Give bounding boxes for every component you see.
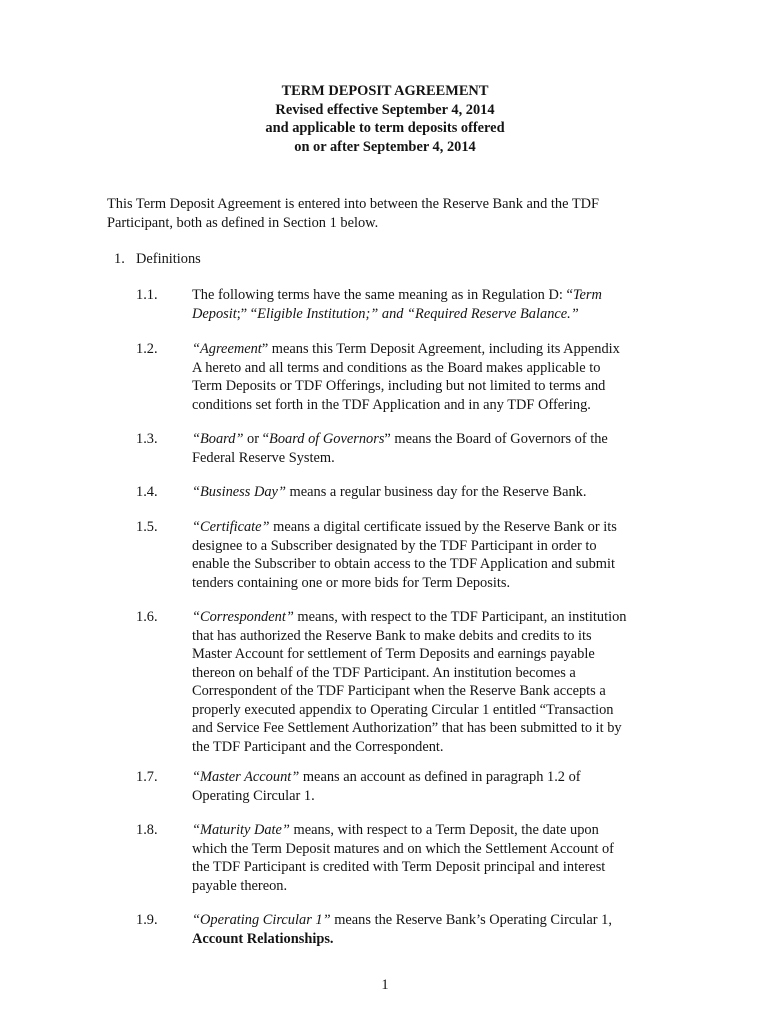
section-number: 1.	[114, 251, 125, 267]
definition-line: payable thereon.	[192, 877, 288, 894]
defined-term: “Master Account”	[192, 769, 300, 785]
title-line-3: and applicable to term deposits offered	[265, 120, 505, 136]
definition-text	[192, 768, 662, 805]
definition-line: properly executed appendix to Operating Circular 1 entitled “Transaction	[192, 701, 614, 718]
defined-term: Eligible Institution;” and “Required Reserve Balance.”	[257, 305, 579, 322]
definition-number: 1.1.	[136, 287, 158, 303]
defined-term: “Operating Circular 1”	[192, 912, 331, 928]
intro-line-1: This Term Deposit Agreement is entered into between the Reserve Bank and the TDF	[107, 196, 600, 212]
definition-line: and Service Fee Settlement Authorization” that has been submitted to it by	[192, 720, 622, 736]
definition-line: enable the Subscriber to obtain access to the TDF Application and submit	[192, 556, 615, 572]
defined-term: “Certificate”	[192, 519, 270, 535]
intro-paragraph	[107, 195, 667, 232]
definition-line: ” means the Board of Governors of the	[384, 431, 608, 447]
definition-line: Federal Reserve System.	[192, 449, 335, 466]
definition-number: 1.8.	[136, 822, 158, 838]
definition-text	[192, 340, 662, 414]
definition-number: 1.3.	[136, 431, 158, 447]
definition-line: the TDF Participant is credited with Term Deposit principal and interest	[192, 859, 606, 875]
definition-line: Master Account for settlement of Term Deposits and earnings payable	[192, 646, 595, 662]
defined-term: Term	[572, 287, 602, 303]
definition-line: means the Reserve Bank’s Operating Circular 1,	[330, 912, 612, 928]
definition-line: ” means this Term Deposit Agreement, including its Appendix	[261, 341, 620, 357]
definition-line: means a digital certificate issued by the Reserve Bank or its	[269, 519, 617, 535]
defined-term: “Board”	[192, 431, 244, 447]
definition-line: ;” “	[236, 305, 258, 322]
definition-line: the TDF Participant and the Correspondent.	[192, 738, 444, 755]
definition-number: 1.7.	[136, 769, 158, 785]
definition-number: 1.9.	[136, 912, 158, 928]
bold-reference: Account Relationships.	[192, 930, 334, 947]
section-heading-definitions	[114, 250, 201, 269]
definition-line: means an account as defined in paragraph 1.2 of	[299, 769, 581, 785]
definition-text	[192, 430, 662, 467]
definition-text	[192, 608, 662, 756]
page-number: 1	[381, 977, 389, 993]
definition-text	[192, 518, 662, 592]
definition-line: The following terms have the same meaning as in Regulation D: “	[192, 287, 573, 303]
defined-term: “Agreement	[192, 341, 262, 357]
title-line-1: TERM DEPOSIT AGREEMENT	[281, 83, 489, 99]
defined-term: Deposit	[192, 305, 237, 322]
definition-text	[192, 286, 662, 323]
definition-line: A hereto and all terms and conditions as the Board makes applicable to	[192, 359, 601, 376]
definition-line: means a regular business day for the Reserve Bank.	[285, 484, 587, 500]
defined-term: Board of Governors	[269, 431, 385, 447]
definition-line: or “	[243, 431, 270, 447]
definition-line: means, with respect to the TDF Participant, an institution	[293, 609, 627, 625]
definition-number: 1.6.	[136, 609, 158, 625]
definition-number: 1.2.	[136, 341, 158, 357]
definition-line: which the Term Deposit matures and on which the Settlement Account of	[192, 840, 614, 857]
defined-term: “Business Day”	[192, 484, 286, 500]
definition-line: tenders containing one or more bids for Term Deposits.	[192, 574, 511, 591]
document-title	[0, 82, 770, 156]
definition-line: designee to a Subscriber designated by the TDF Participant in order to	[192, 537, 597, 554]
definition-text	[192, 821, 662, 895]
title-line-2: Revised effective September 4, 2014	[275, 101, 495, 118]
definition-number: 1.5.	[136, 519, 158, 535]
title-line-4: on or after September 4, 2014	[294, 138, 476, 155]
intro-line-2: Participant, both as defined in Section 1 below.	[107, 214, 379, 231]
definition-line: thereon on behalf of the TDF Participant. An institution becomes a	[192, 664, 576, 681]
definition-line: Correspondent of the TDF Participant when the Reserve Bank accepts a	[192, 683, 606, 699]
defined-term: “Maturity Date”	[192, 822, 290, 838]
section-title: Definitions	[136, 251, 201, 267]
definition-line: that has authorized the Reserve Bank to make debits and credits to its	[192, 627, 592, 644]
definition-line: Operating Circular 1.	[192, 787, 315, 804]
definition-text	[192, 911, 662, 948]
defined-term: “Correspondent”	[192, 609, 294, 625]
definition-line: Term Deposits or TDF Offerings, including but not limited to terms and	[192, 378, 606, 394]
definition-number: 1.4.	[136, 484, 158, 500]
definition-line: conditions set forth in the TDF Application and in any TDF Offering.	[192, 396, 591, 413]
definition-text	[192, 483, 662, 502]
definition-line: means, with respect to a Term Deposit, the date upon	[289, 822, 599, 838]
